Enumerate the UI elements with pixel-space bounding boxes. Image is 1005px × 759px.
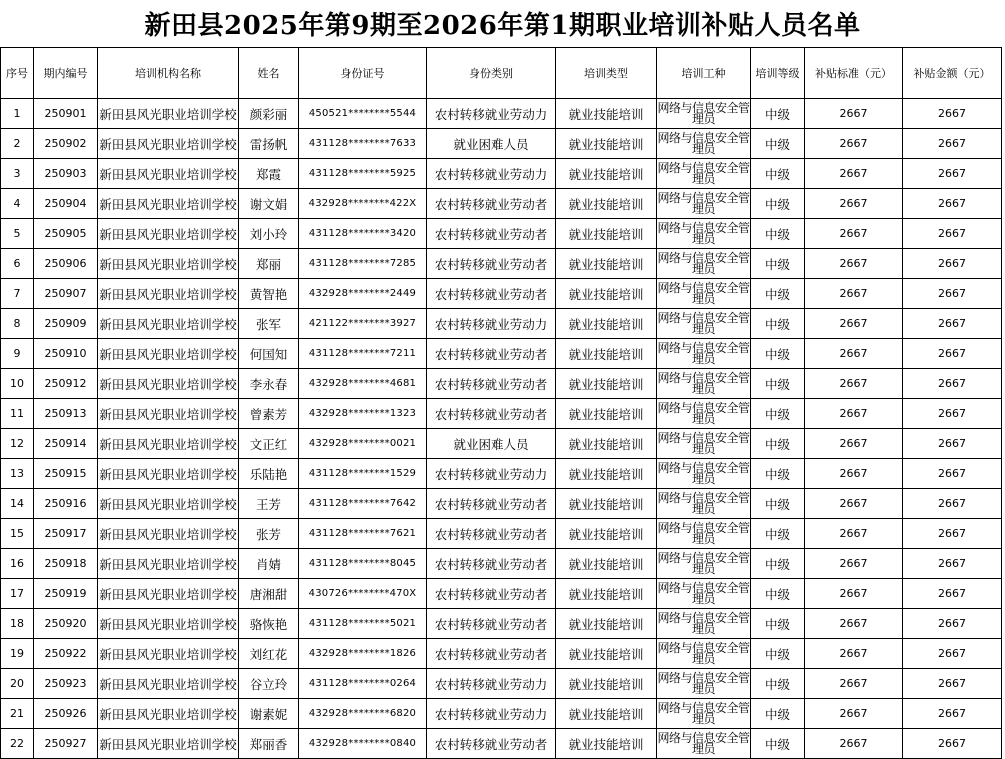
cell-identity-type: 农村转移就业劳动者: [427, 609, 556, 639]
cell-identity-type: 农村转移就业劳动者: [427, 729, 556, 759]
cell-institution: 新田县风光职业培训学校: [98, 639, 239, 669]
cell-subsidy-standard: 2667: [805, 489, 903, 519]
cell-identity-type: 就业困难人员: [427, 129, 556, 159]
table-row: [1, 249, 1002, 279]
subsidy-table: [0, 47, 1002, 759]
table-row: [1, 129, 1002, 159]
cell-training-trade: 网络与信息安全管理员: [657, 219, 751, 249]
table-body: [1, 99, 1002, 759]
cell-id-number: 431128********5021: [299, 609, 427, 639]
cell-period-no: 250915: [34, 459, 98, 489]
cell-name: 何国知: [239, 339, 299, 369]
cell-subsidy-amount: 2667: [903, 159, 1002, 189]
cell-period-no: 250918: [34, 549, 98, 579]
cell-institution: 新田县风光职业培训学校: [98, 399, 239, 429]
header-col-subsidy-standard: 补贴标准（元）: [805, 48, 903, 99]
cell-name: 刘小玲: [239, 219, 299, 249]
cell-subsidy-standard: 2667: [805, 549, 903, 579]
cell-subsidy-amount: 2667: [903, 309, 1002, 339]
cell-name: 雷扬帆: [239, 129, 299, 159]
cell-training-level: 中级: [751, 489, 805, 519]
cell-id-number: 450521********5544: [299, 99, 427, 129]
cell-training-level: 中级: [751, 399, 805, 429]
cell-training-level: 中级: [751, 189, 805, 219]
cell-name: 张军: [239, 309, 299, 339]
cell-subsidy-amount: 2667: [903, 339, 1002, 369]
cell-id-number: 432928********0021: [299, 429, 427, 459]
cell-training-type: 就业技能培训: [556, 99, 657, 129]
cell-training-type: 就业技能培训: [556, 219, 657, 249]
cell-institution: 新田县风光职业培训学校: [98, 369, 239, 399]
cell-identity-type: 就业困难人员: [427, 429, 556, 459]
cell-period-no: 250904: [34, 189, 98, 219]
cell-name: 郑丽香: [239, 729, 299, 759]
cell-subsidy-amount: 2667: [903, 219, 1002, 249]
cell-seq: 1: [1, 99, 34, 129]
cell-identity-type: 农村转移就业劳动力: [427, 669, 556, 699]
cell-subsidy-standard: 2667: [805, 579, 903, 609]
cell-subsidy-standard: 2667: [805, 99, 903, 129]
cell-subsidy-amount: 2667: [903, 579, 1002, 609]
cell-period-no: 250906: [34, 249, 98, 279]
cell-identity-type: 农村转移就业劳动者: [427, 219, 556, 249]
cell-seq: 10: [1, 369, 34, 399]
cell-institution: 新田县风光职业培训学校: [98, 309, 239, 339]
cell-seq: 21: [1, 699, 34, 729]
cell-training-trade: 网络与信息安全管理员: [657, 489, 751, 519]
cell-subsidy-standard: 2667: [805, 129, 903, 159]
cell-subsidy-amount: 2667: [903, 519, 1002, 549]
header-col-period-no: 期内编号: [34, 48, 98, 99]
cell-training-type: 就业技能培训: [556, 189, 657, 219]
cell-training-level: 中级: [751, 429, 805, 459]
cell-seq: 2: [1, 129, 34, 159]
cell-seq: 3: [1, 159, 34, 189]
cell-id-number: 431128********7633: [299, 129, 427, 159]
cell-institution: 新田县风光职业培训学校: [98, 219, 239, 249]
cell-period-no: 250926: [34, 699, 98, 729]
table-row: [1, 159, 1002, 189]
cell-seq: 11: [1, 399, 34, 429]
cell-subsidy-standard: 2667: [805, 249, 903, 279]
cell-id-number: 432928********1826: [299, 639, 427, 669]
cell-training-trade: 网络与信息安全管理员: [657, 519, 751, 549]
cell-subsidy-standard: 2667: [805, 609, 903, 639]
cell-seq: 8: [1, 309, 34, 339]
cell-institution: 新田县风光职业培训学校: [98, 339, 239, 369]
cell-subsidy-standard: 2667: [805, 219, 903, 249]
cell-subsidy-standard: 2667: [805, 639, 903, 669]
header-col-institution: 培训机构名称: [98, 48, 239, 99]
cell-name: 谷立玲: [239, 669, 299, 699]
cell-subsidy-standard: 2667: [805, 309, 903, 339]
cell-institution: 新田县风光职业培训学校: [98, 429, 239, 459]
cell-name: 李永春: [239, 369, 299, 399]
table-row: [1, 579, 1002, 609]
cell-training-level: 中级: [751, 339, 805, 369]
cell-name: 郑霞: [239, 159, 299, 189]
cell-seq: 9: [1, 339, 34, 369]
cell-subsidy-standard: 2667: [805, 519, 903, 549]
cell-subsidy-amount: 2667: [903, 489, 1002, 519]
cell-training-level: 中级: [751, 729, 805, 759]
cell-training-trade: 网络与信息安全管理员: [657, 99, 751, 129]
table-row: [1, 219, 1002, 249]
cell-training-type: 就业技能培训: [556, 669, 657, 699]
cell-subsidy-amount: 2667: [903, 189, 1002, 219]
cell-name: 乐陆艳: [239, 459, 299, 489]
cell-name: 曾素芳: [239, 399, 299, 429]
cell-id-number: 431128********7621: [299, 519, 427, 549]
cell-subsidy-standard: 2667: [805, 429, 903, 459]
cell-training-level: 中级: [751, 459, 805, 489]
header-col-id-number: 身份证号: [299, 48, 427, 99]
cell-institution: 新田县风光职业培训学校: [98, 279, 239, 309]
table-row: [1, 99, 1002, 129]
cell-subsidy-standard: 2667: [805, 699, 903, 729]
cell-id-number: 431128********5925: [299, 159, 427, 189]
cell-training-type: 就业技能培训: [556, 549, 657, 579]
cell-subsidy-amount: 2667: [903, 369, 1002, 399]
cell-training-level: 中级: [751, 249, 805, 279]
cell-training-trade: 网络与信息安全管理员: [657, 339, 751, 369]
table-row: [1, 309, 1002, 339]
header-col-seq: 序号: [1, 48, 34, 99]
cell-institution: 新田县风光职业培训学校: [98, 459, 239, 489]
cell-id-number: 432928********1323: [299, 399, 427, 429]
cell-name: 骆恢艳: [239, 609, 299, 639]
cell-training-type: 就业技能培训: [556, 699, 657, 729]
cell-name: 颜彩丽: [239, 99, 299, 129]
cell-training-type: 就业技能培训: [556, 399, 657, 429]
table-row: [1, 399, 1002, 429]
cell-subsidy-amount: 2667: [903, 99, 1002, 129]
cell-training-trade: 网络与信息安全管理员: [657, 309, 751, 339]
cell-subsidy-amount: 2667: [903, 459, 1002, 489]
cell-identity-type: 农村转移就业劳动力: [427, 159, 556, 189]
page-title: 新田县2025年第9期至2026年第1期职业培训补贴人员名单: [144, 11, 861, 41]
cell-identity-type: 农村转移就业劳动者: [427, 339, 556, 369]
cell-training-level: 中级: [751, 609, 805, 639]
cell-period-no: 250917: [34, 519, 98, 549]
table-row: [1, 639, 1002, 669]
cell-subsidy-amount: 2667: [903, 429, 1002, 459]
cell-subsidy-amount: 2667: [903, 249, 1002, 279]
cell-seq: 7: [1, 279, 34, 309]
cell-id-number: 432928********2449: [299, 279, 427, 309]
cell-identity-type: 农村转移就业劳动者: [427, 399, 556, 429]
cell-institution: 新田县风光职业培训学校: [98, 189, 239, 219]
cell-training-type: 就业技能培训: [556, 579, 657, 609]
cell-name: 肖婧: [239, 549, 299, 579]
cell-id-number: 432928********0840: [299, 729, 427, 759]
table-row: [1, 459, 1002, 489]
cell-training-level: 中级: [751, 549, 805, 579]
cell-identity-type: 农村转移就业劳动者: [427, 639, 556, 669]
cell-identity-type: 农村转移就业劳动者: [427, 189, 556, 219]
cell-training-type: 就业技能培训: [556, 339, 657, 369]
cell-training-level: 中级: [751, 639, 805, 669]
cell-id-number: 431128********1529: [299, 459, 427, 489]
cell-period-no: 250913: [34, 399, 98, 429]
table-row: [1, 729, 1002, 759]
cell-subsidy-standard: 2667: [805, 369, 903, 399]
cell-period-no: 250902: [34, 129, 98, 159]
cell-name: 文正红: [239, 429, 299, 459]
cell-training-type: 就业技能培训: [556, 129, 657, 159]
cell-identity-type: 农村转移就业劳动力: [427, 99, 556, 129]
cell-name: 郑丽: [239, 249, 299, 279]
cell-training-type: 就业技能培训: [556, 639, 657, 669]
header-col-name: 姓名: [239, 48, 299, 99]
table-row: [1, 189, 1002, 219]
table-row: [1, 549, 1002, 579]
cell-seq: 19: [1, 639, 34, 669]
cell-institution: 新田县风光职业培训学校: [98, 549, 239, 579]
cell-institution: 新田县风光职业培训学校: [98, 609, 239, 639]
cell-identity-type: 农村转移就业劳动力: [427, 309, 556, 339]
cell-id-number: 432928********422X: [299, 189, 427, 219]
cell-training-trade: 网络与信息安全管理员: [657, 159, 751, 189]
cell-seq: 12: [1, 429, 34, 459]
cell-training-type: 就业技能培训: [556, 249, 657, 279]
cell-subsidy-standard: 2667: [805, 669, 903, 699]
cell-training-type: 就业技能培训: [556, 309, 657, 339]
cell-id-number: 432928********6820: [299, 699, 427, 729]
cell-training-level: 中级: [751, 699, 805, 729]
cell-identity-type: 农村转移就业劳动者: [427, 519, 556, 549]
cell-training-level: 中级: [751, 99, 805, 129]
cell-subsidy-standard: 2667: [805, 729, 903, 759]
cell-training-trade: 网络与信息安全管理员: [657, 129, 751, 159]
cell-subsidy-amount: 2667: [903, 699, 1002, 729]
cell-subsidy-amount: 2667: [903, 549, 1002, 579]
cell-name: 唐湘甜: [239, 579, 299, 609]
cell-training-trade: 网络与信息安全管理员: [657, 699, 751, 729]
cell-training-level: 中级: [751, 369, 805, 399]
cell-seq: 18: [1, 609, 34, 639]
cell-training-trade: 网络与信息安全管理员: [657, 249, 751, 279]
table-row: [1, 429, 1002, 459]
cell-period-no: 250903: [34, 159, 98, 189]
cell-period-no: 250907: [34, 279, 98, 309]
cell-period-no: 250914: [34, 429, 98, 459]
cell-seq: 17: [1, 579, 34, 609]
header-col-subsidy-amount: 补贴金额（元）: [903, 48, 1002, 99]
table-row: [1, 369, 1002, 399]
cell-training-trade: 网络与信息安全管理员: [657, 549, 751, 579]
cell-id-number: 431128********0264: [299, 669, 427, 699]
cell-subsidy-standard: 2667: [805, 189, 903, 219]
cell-training-type: 就业技能培训: [556, 459, 657, 489]
cell-seq: 5: [1, 219, 34, 249]
cell-subsidy-amount: 2667: [903, 399, 1002, 429]
cell-identity-type: 农村转移就业劳动力: [427, 699, 556, 729]
cell-training-trade: 网络与信息安全管理员: [657, 279, 751, 309]
cell-training-trade: 网络与信息安全管理员: [657, 459, 751, 489]
cell-training-type: 就业技能培训: [556, 159, 657, 189]
cell-name: 谢素妮: [239, 699, 299, 729]
cell-training-level: 中级: [751, 519, 805, 549]
cell-identity-type: 农村转移就业劳动者: [427, 549, 556, 579]
table-row: [1, 699, 1002, 729]
cell-subsidy-amount: 2667: [903, 669, 1002, 699]
cell-training-level: 中级: [751, 579, 805, 609]
cell-training-level: 中级: [751, 309, 805, 339]
cell-training-trade: 网络与信息安全管理员: [657, 639, 751, 669]
cell-subsidy-amount: 2667: [903, 129, 1002, 159]
cell-institution: 新田县风光职业培训学校: [98, 129, 239, 159]
header-col-identity-type: 身份类别: [427, 48, 556, 99]
table-row: [1, 279, 1002, 309]
table-row: [1, 669, 1002, 699]
cell-name: 张芳: [239, 519, 299, 549]
cell-subsidy-amount: 2667: [903, 639, 1002, 669]
cell-seq: 13: [1, 459, 34, 489]
cell-id-number: 430726********470X: [299, 579, 427, 609]
cell-name: 刘红花: [239, 639, 299, 669]
cell-id-number: 431128********7211: [299, 339, 427, 369]
cell-training-type: 就业技能培训: [556, 609, 657, 639]
cell-institution: 新田县风光职业培训学校: [98, 669, 239, 699]
cell-identity-type: 农村转移就业劳动者: [427, 489, 556, 519]
cell-institution: 新田县风光职业培训学校: [98, 249, 239, 279]
cell-period-no: 250927: [34, 729, 98, 759]
table-row: [1, 609, 1002, 639]
cell-seq: 14: [1, 489, 34, 519]
cell-period-no: 250922: [34, 639, 98, 669]
cell-subsidy-standard: 2667: [805, 459, 903, 489]
cell-name: 谢文娟: [239, 189, 299, 219]
cell-training-trade: 网络与信息安全管理员: [657, 609, 751, 639]
cell-period-no: 250919: [34, 579, 98, 609]
cell-training-level: 中级: [751, 159, 805, 189]
cell-institution: 新田县风光职业培训学校: [98, 159, 239, 189]
cell-id-number: 431128********7285: [299, 249, 427, 279]
cell-training-type: 就业技能培训: [556, 519, 657, 549]
cell-id-number: 432928********4681: [299, 369, 427, 399]
table-row: [1, 519, 1002, 549]
cell-training-trade: 网络与信息安全管理员: [657, 669, 751, 699]
cell-institution: 新田县风光职业培训学校: [98, 579, 239, 609]
cell-seq: 4: [1, 189, 34, 219]
cell-seq: 20: [1, 669, 34, 699]
cell-training-trade: 网络与信息安全管理员: [657, 399, 751, 429]
cell-training-trade: 网络与信息安全管理员: [657, 369, 751, 399]
cell-training-trade: 网络与信息安全管理员: [657, 429, 751, 459]
cell-identity-type: 农村转移就业劳动力: [427, 459, 556, 489]
cell-subsidy-standard: 2667: [805, 159, 903, 189]
cell-seq: 6: [1, 249, 34, 279]
header-row: [1, 48, 1002, 99]
cell-identity-type: 农村转移就业劳动者: [427, 579, 556, 609]
cell-training-level: 中级: [751, 129, 805, 159]
cell-training-trade: 网络与信息安全管理员: [657, 729, 751, 759]
cell-training-type: 就业技能培训: [556, 369, 657, 399]
cell-period-no: 250920: [34, 609, 98, 639]
cell-institution: 新田县风光职业培训学校: [98, 99, 239, 129]
cell-period-no: 250912: [34, 369, 98, 399]
cell-identity-type: 农村转移就业劳动者: [427, 369, 556, 399]
cell-name: 黄智艳: [239, 279, 299, 309]
cell-subsidy-standard: 2667: [805, 339, 903, 369]
cell-name: 王芳: [239, 489, 299, 519]
cell-seq: 15: [1, 519, 34, 549]
cell-identity-type: 农村转移就业劳动者: [427, 249, 556, 279]
cell-training-type: 就业技能培训: [556, 489, 657, 519]
table-row: [1, 339, 1002, 369]
header-col-training-type: 培训类型: [556, 48, 657, 99]
cell-period-no: 250905: [34, 219, 98, 249]
cell-period-no: 250923: [34, 669, 98, 699]
cell-subsidy-amount: 2667: [903, 729, 1002, 759]
cell-subsidy-standard: 2667: [805, 399, 903, 429]
cell-id-number: 421122********3927: [299, 309, 427, 339]
cell-period-no: 250916: [34, 489, 98, 519]
cell-identity-type: 农村转移就业劳动者: [427, 279, 556, 309]
cell-training-level: 中级: [751, 279, 805, 309]
cell-id-number: 431128********7642: [299, 489, 427, 519]
cell-id-number: 431128********3420: [299, 219, 427, 249]
cell-training-type: 就业技能培训: [556, 429, 657, 459]
cell-seq: 22: [1, 729, 34, 759]
cell-institution: 新田县风光职业培训学校: [98, 729, 239, 759]
cell-period-no: 250910: [34, 339, 98, 369]
cell-training-type: 就业技能培训: [556, 729, 657, 759]
cell-institution: 新田县风光职业培训学校: [98, 489, 239, 519]
header-col-training-trade: 培训工种: [657, 48, 751, 99]
header-col-training-level: 培训等级: [751, 48, 805, 99]
cell-training-trade: 网络与信息安全管理员: [657, 189, 751, 219]
cell-training-trade: 网络与信息安全管理员: [657, 579, 751, 609]
cell-training-level: 中级: [751, 669, 805, 699]
cell-id-number: 431128********8045: [299, 549, 427, 579]
cell-subsidy-standard: 2667: [805, 279, 903, 309]
cell-period-no: 250909: [34, 309, 98, 339]
cell-training-type: 就业技能培训: [556, 279, 657, 309]
cell-subsidy-amount: 2667: [903, 609, 1002, 639]
cell-institution: 新田县风光职业培训学校: [98, 519, 239, 549]
cell-training-level: 中级: [751, 219, 805, 249]
cell-seq: 16: [1, 549, 34, 579]
table-row: [1, 489, 1002, 519]
cell-period-no: 250901: [34, 99, 98, 129]
cell-subsidy-amount: 2667: [903, 279, 1002, 309]
cell-institution: 新田县风光职业培训学校: [98, 699, 239, 729]
